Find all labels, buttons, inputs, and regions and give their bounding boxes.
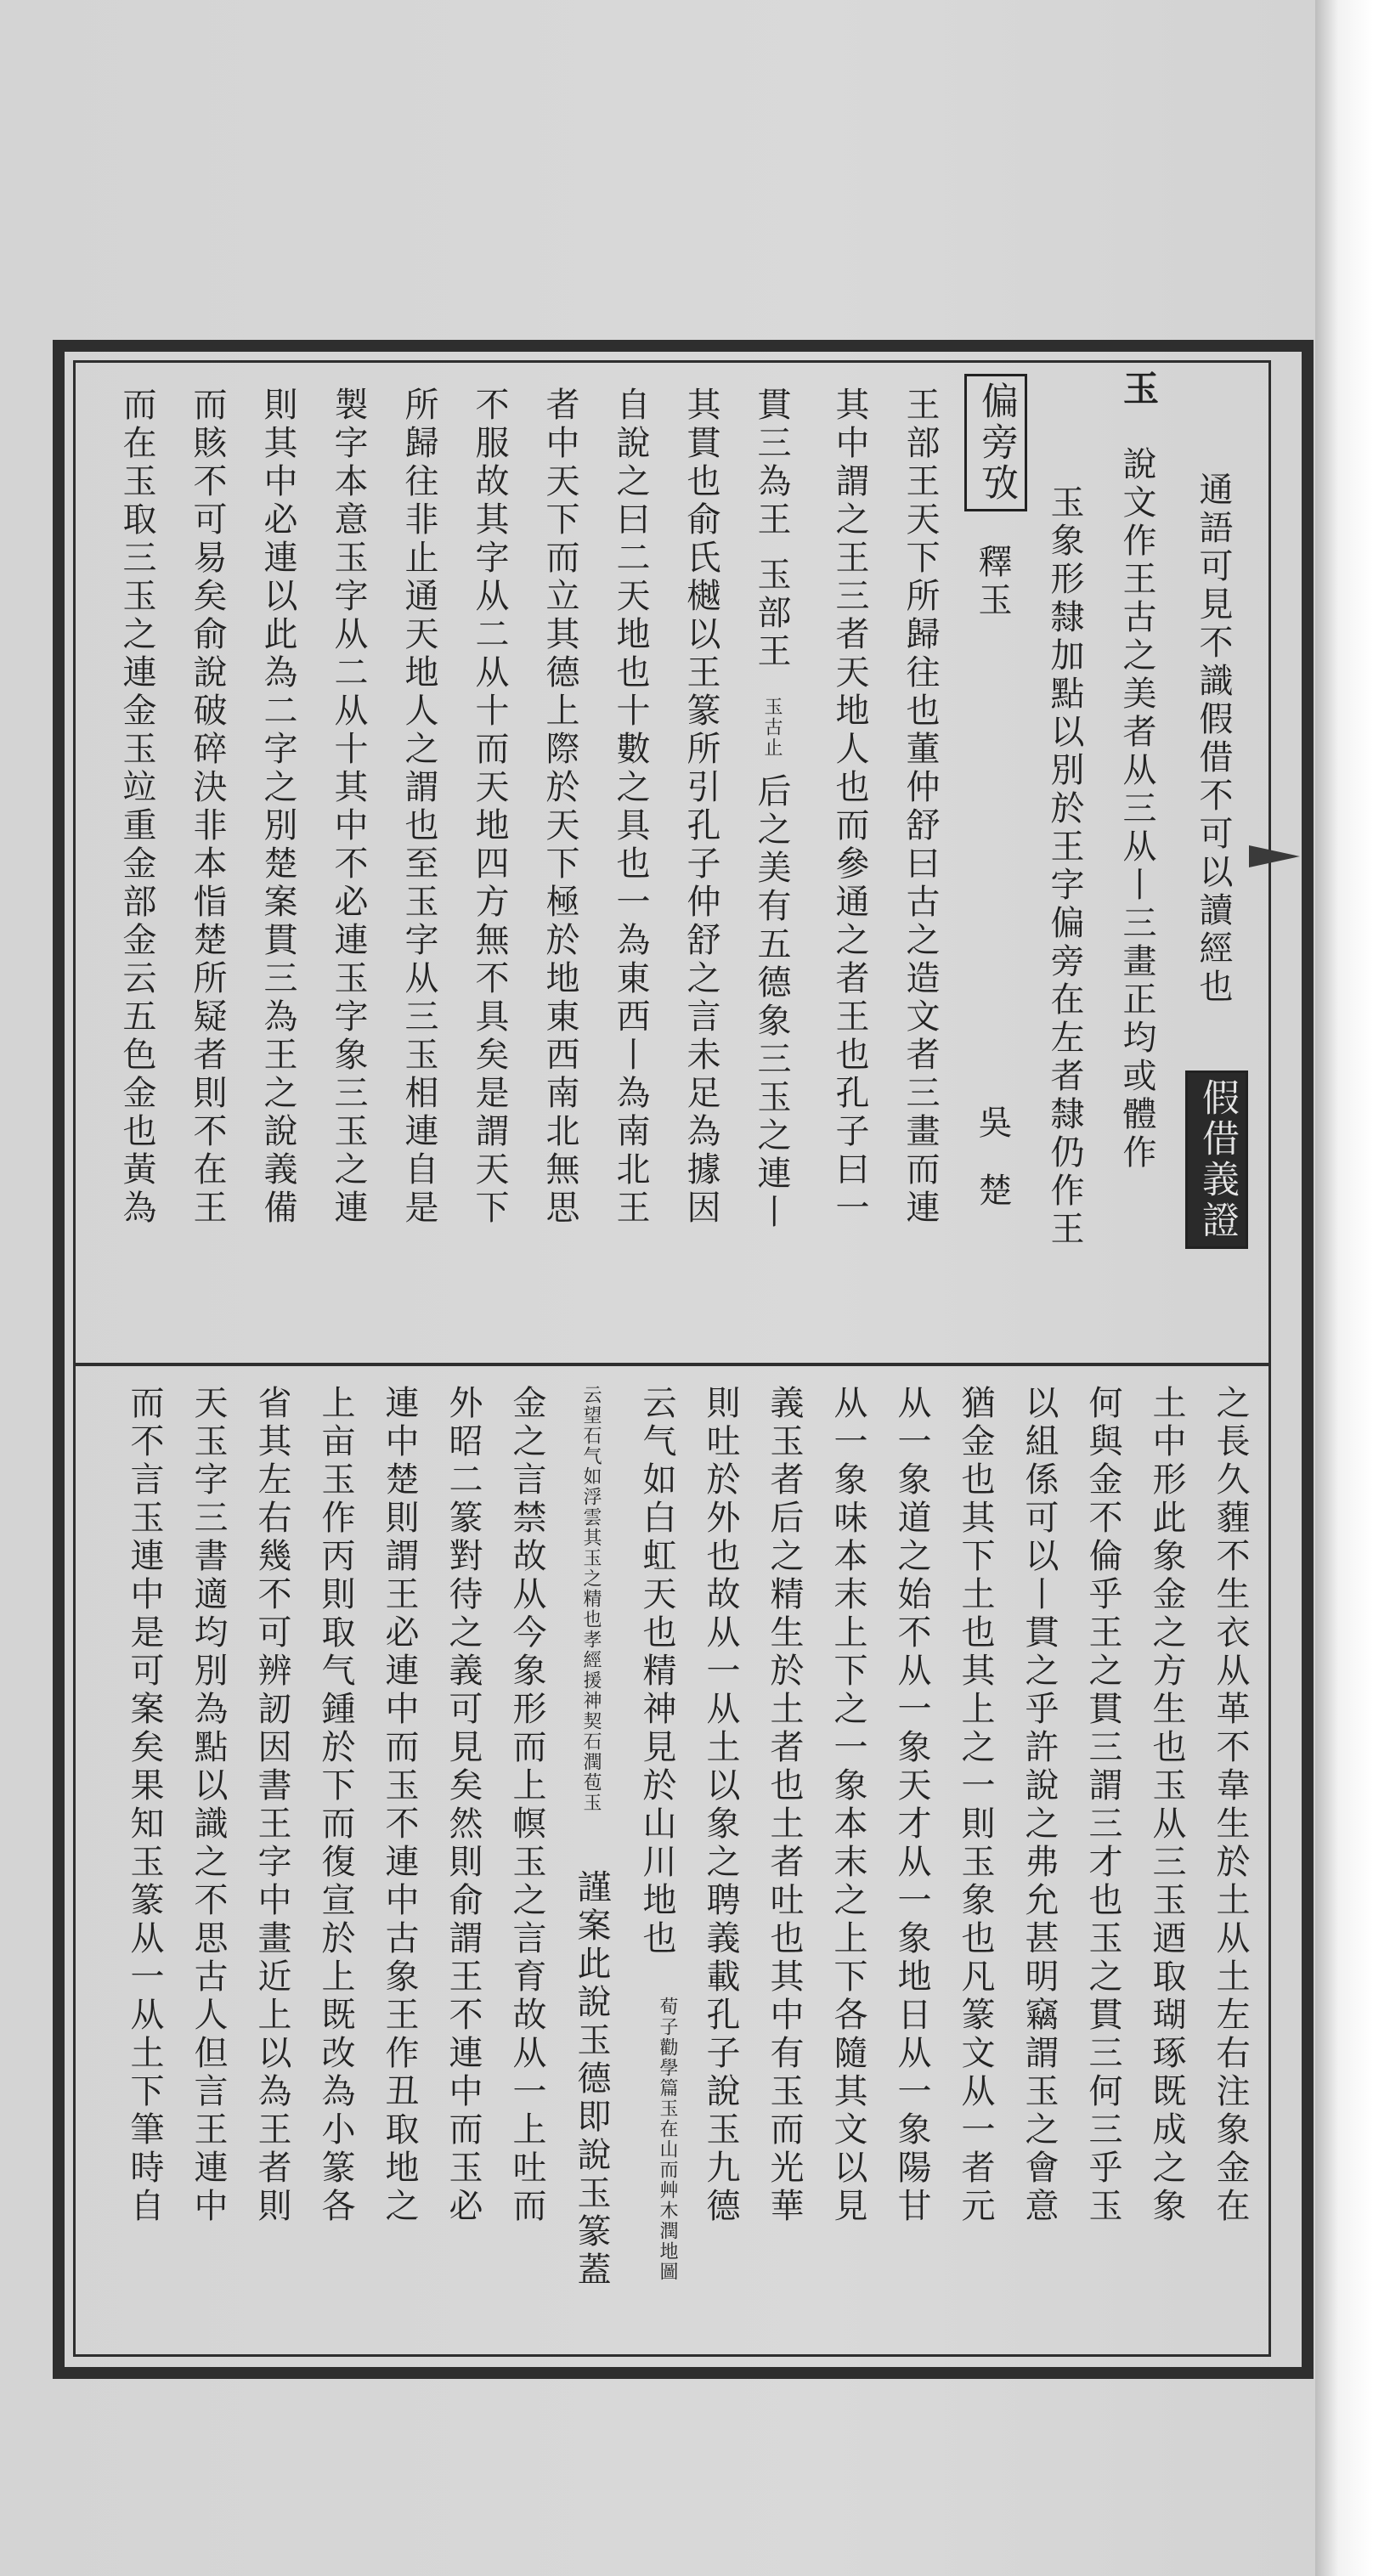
text-column: 則吐於外也故从一从土以象之聘義載孔子說玉九德 bbox=[701, 1385, 740, 2226]
text-column: 者中天下而立其德上際於天下極於地東西南北無思 bbox=[540, 387, 579, 1228]
text-column: 說文作王古之美者从三从丨三畫正均或體作 bbox=[1117, 446, 1156, 1172]
text-column: 玉象形隸加點以別於王字偏旁在左者隸仍作王 bbox=[1045, 484, 1084, 1249]
boxed-heading-jiajie: 假借義證 bbox=[1185, 1071, 1248, 1249]
text-column: 上亩玉作丙則取气鍾於下而復宣於上既改為小篆各 bbox=[316, 1385, 355, 2226]
text-column: 所歸往非止通天地人之謂也至玉字从三玉相連自是 bbox=[399, 387, 438, 1228]
page-tab-marker bbox=[1249, 845, 1317, 867]
annotation: 玉古止 bbox=[761, 697, 783, 758]
text-column: 其中謂之王三者天地人也而參通之者王也孔子曰一 bbox=[830, 387, 869, 1228]
annotation: 荀子勸學篇玉在山而艸木潤地圖 bbox=[657, 1997, 678, 2282]
text-column: 而賅不可易矣俞說破碎決非本恉楚所疑者則不在王 bbox=[188, 387, 227, 1228]
section-title: 釋玉 bbox=[973, 544, 1012, 620]
text-column: 製字本意玉字从二从十其中不必連玉字象三玉之連 bbox=[329, 387, 368, 1228]
section-divider bbox=[73, 1363, 1271, 1366]
text-column: 之長久薶不生衣从革不韋生於土从土左右注象金在 bbox=[1211, 1385, 1250, 2226]
text-column: 外昭二篆對待之義可見矣然則俞謂王不連中而玉必 bbox=[444, 1385, 483, 2226]
text-column: 自說之曰二天地也十數之具也一為東西丨為南北王 bbox=[611, 387, 650, 1228]
text-column: 猶金也其下土也其上之一則玉象也凡篆文从一者元 bbox=[956, 1385, 995, 2226]
author-name: 吳楚 bbox=[973, 1104, 1012, 1240]
text-column: 則其中必連以此為二字之別楚案貫三為王之說義備 bbox=[258, 387, 297, 1228]
text-column: 謹案此說玉德即說玉篆蓋 bbox=[572, 1869, 611, 2290]
text-column: 金之言禁故从今象形而上幎玉之言育故从一上吐而 bbox=[507, 1385, 546, 2226]
text-column: 天玉字三書適均別為點以識之不思古人但言王連中 bbox=[189, 1385, 228, 2226]
text-column: 不服故其字从二从十而天地四方無不具矣是謂天下 bbox=[470, 387, 509, 1228]
book-binding-edge bbox=[1315, 0, 1373, 2576]
annotation: 云望石气如浮雲其玉之精也孝經援神契石潤苞玉 bbox=[580, 1385, 602, 1813]
text-column: 連中楚則謂王必連中而玉不連中古象王作丑取地之 bbox=[380, 1385, 419, 2226]
text-column: 而不言玉連中是可案矣果知玉篆从一从土下筆時自 bbox=[125, 1385, 164, 2226]
text-column: 王部王天下所歸往也董仲舒曰古之造文者三畫而連 bbox=[901, 387, 940, 1228]
margin-strip bbox=[1271, 360, 1314, 2357]
text-column: 土中形此象金之方生也玉从三玉迺取瑚琢既成之象 bbox=[1147, 1385, 1186, 2226]
text-column: 后之美有五德象三玉之連丨 bbox=[752, 773, 791, 1232]
text-column: 云气如白虹天也精神見於山川地也 bbox=[637, 1385, 676, 1958]
text-column: 玉部王 bbox=[752, 556, 791, 671]
text-column: 省其左右幾不可辨訒因書王字中畫近上以為王者則 bbox=[252, 1385, 291, 2226]
mixed-column: 貫三為王 bbox=[752, 387, 791, 539]
text-column: 何與金不倫乎王之貫三謂三才也玉之貫三何三乎玉 bbox=[1083, 1385, 1122, 2226]
text-column: 从一象道之始不从一象天才从一象地日从一象陽甘 bbox=[892, 1385, 931, 2226]
text-column: 其貫也俞氏樾以王篆所引孔子仲舒之言未足為據因 bbox=[681, 387, 720, 1228]
boxed-heading-pianpang: 偏旁攷 bbox=[964, 374, 1027, 511]
text-column: 通語可見不識假借不可以讀經也 bbox=[1194, 472, 1233, 1007]
text-column: 以組係可以丨貫之乎許說之弗允甚明竊謂玉之會意 bbox=[1020, 1385, 1059, 2226]
text-column: 義玉者后之精生於土者也土者吐也其中有玉而光華 bbox=[765, 1385, 804, 2226]
text-column: 而在玉取三玉之連金玉竝重金部金云五色金也黃為 bbox=[117, 387, 156, 1228]
text-column: 从一象味本末上下之一象本末之上下各隨其文以見 bbox=[828, 1385, 867, 2226]
head-character: 玉 bbox=[1118, 370, 1160, 410]
